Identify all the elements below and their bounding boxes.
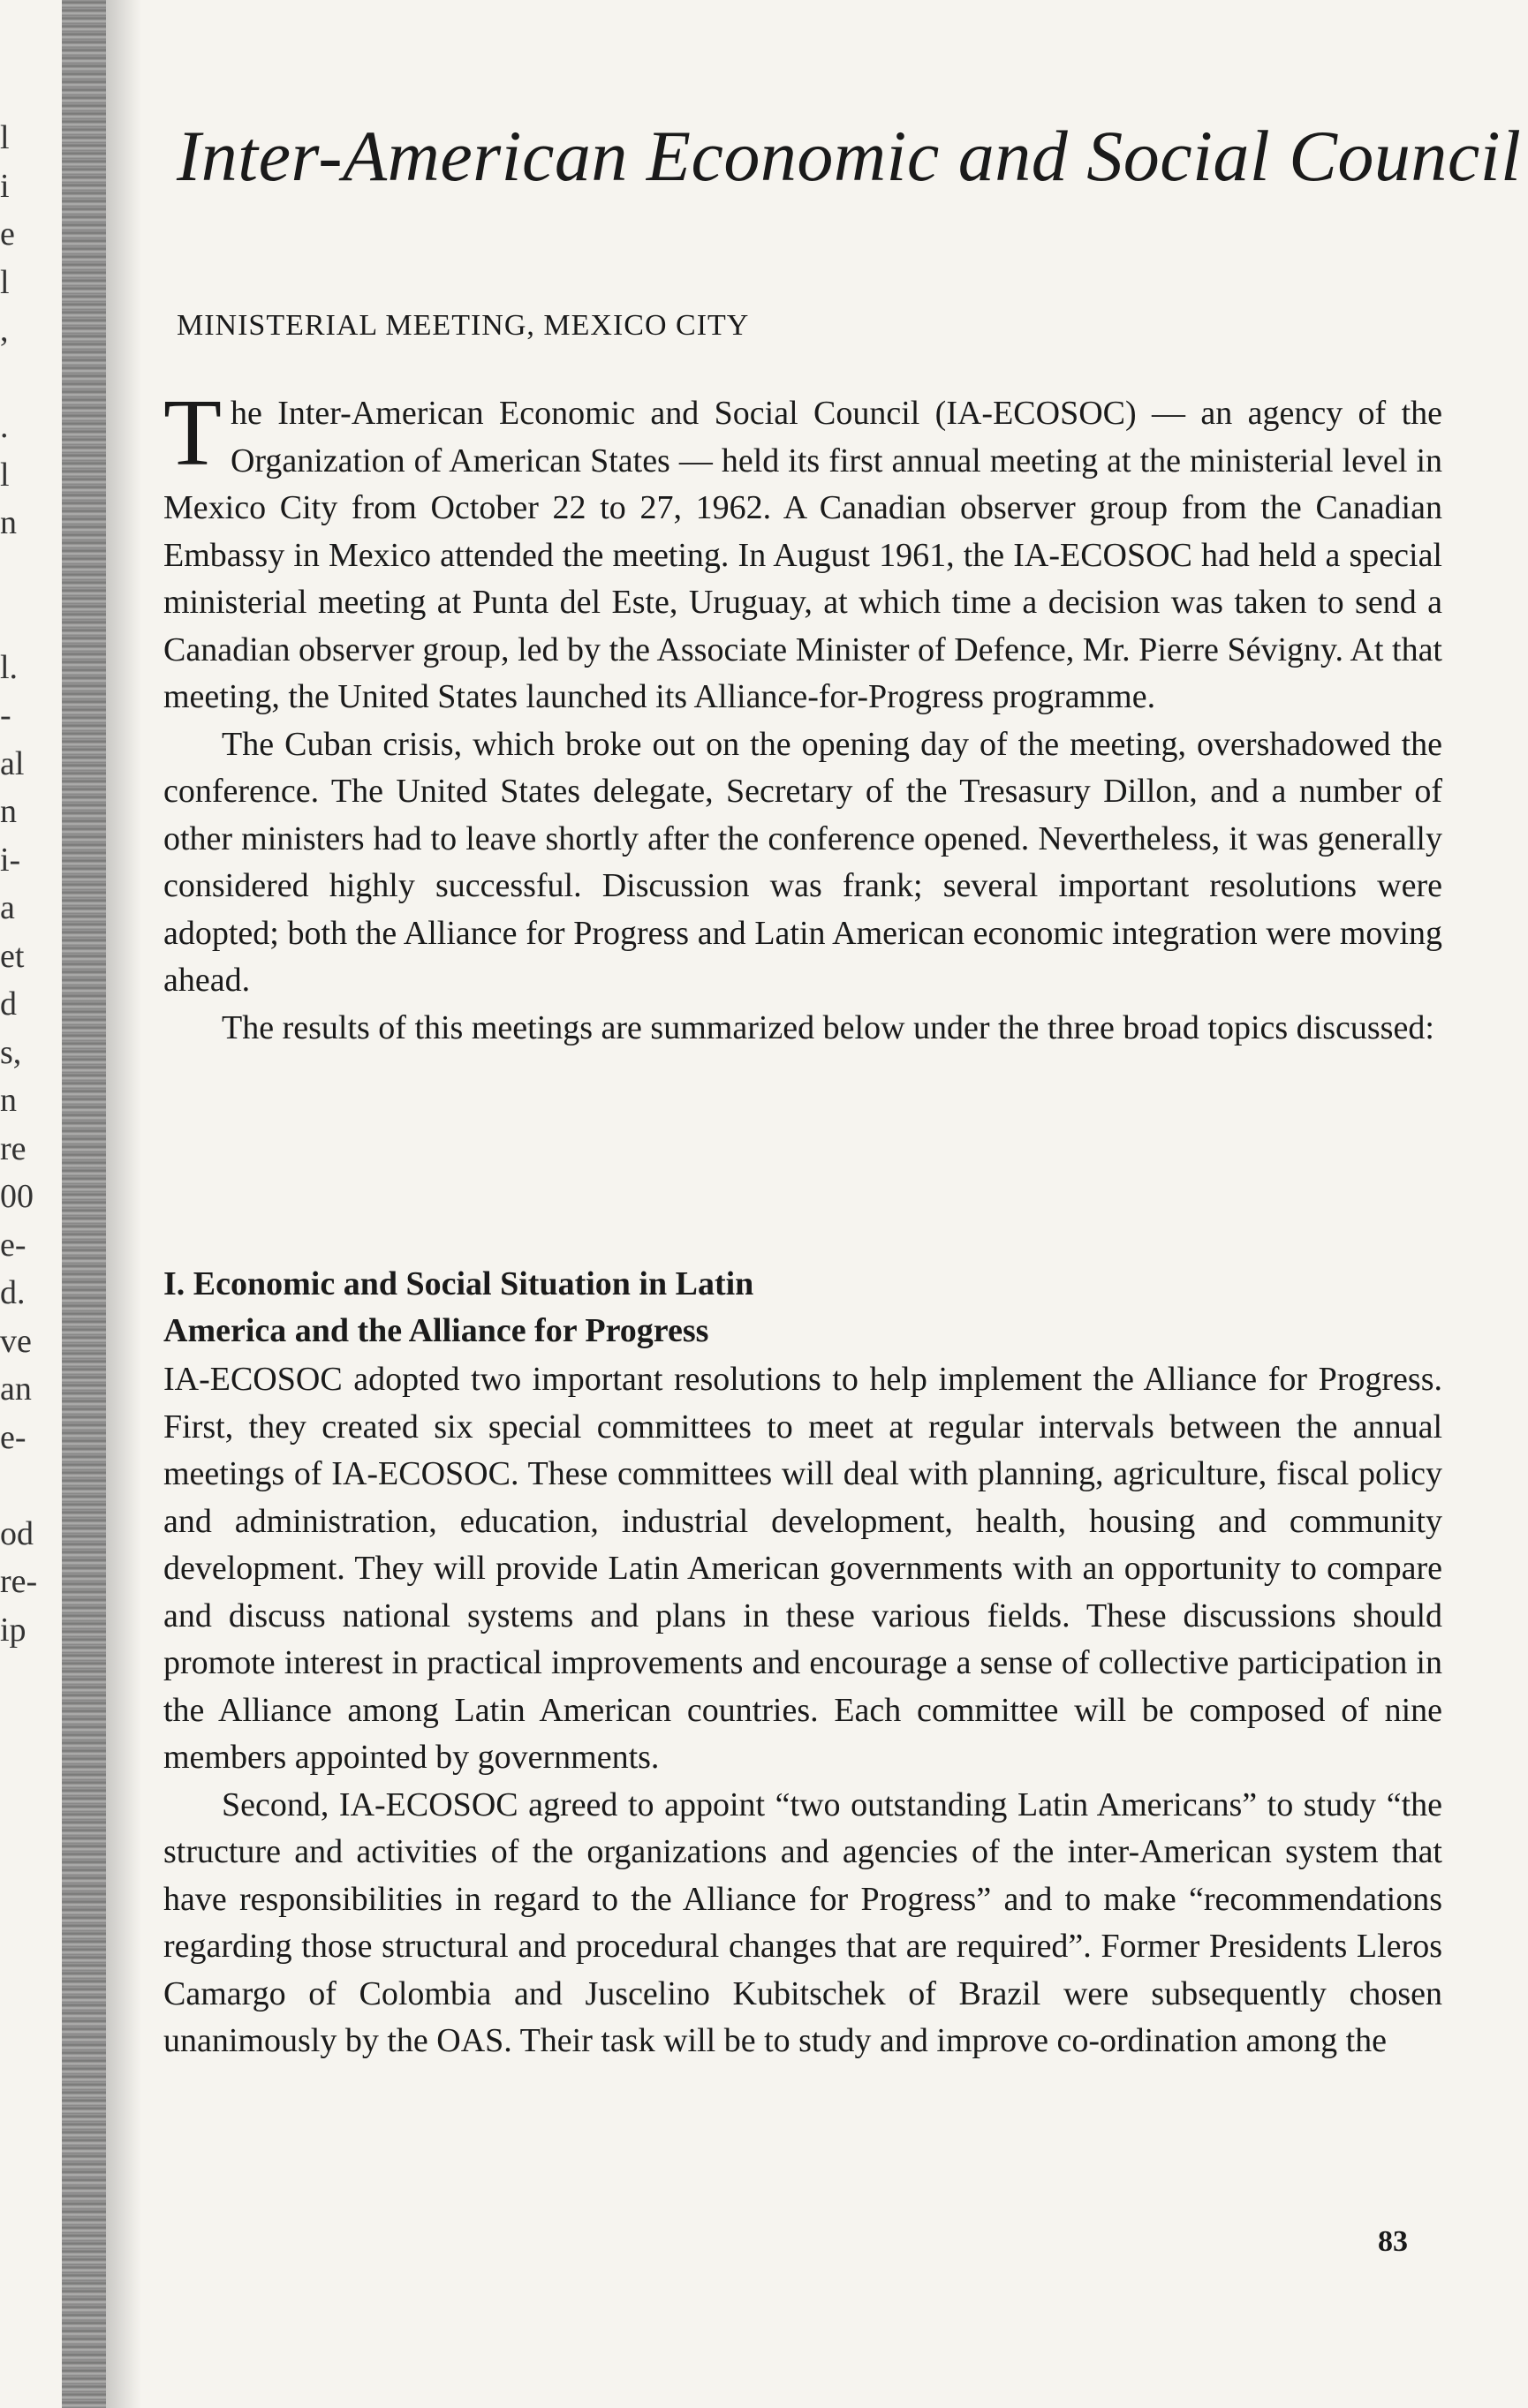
margin-fragment: - [0,697,11,734]
article-subheading: MINISTERIAL MEETING, MEXICO CITY [177,309,750,342]
margin-fragment: d [0,985,17,1023]
margin-fragment: s, [0,1033,22,1071]
margin-fragment: et [0,937,25,975]
margin-fragment: a [0,889,15,926]
margin-fragment: i- [0,841,21,879]
margin-fragment: an [0,1370,32,1408]
drop-cap: T [163,381,222,486]
margin-fragment: e [0,215,15,253]
page-number: 83 [1378,2225,1408,2258]
binding-shadow [106,0,141,2408]
margin-fragment: l [0,456,10,494]
margin-fragment: n [0,1082,17,1119]
margin-fragment: ve [0,1322,32,1360]
margin-fragment: , [0,312,9,349]
margin-fragment: re- [0,1563,38,1600]
margin-fragment [0,596,55,645]
article-title: Inter-American Economic and Social Council [177,116,1522,196]
section-1-body [163,1356,1442,2065]
margin-fragment: od [0,1514,34,1552]
intro-paragraph-2: The Cuban crisis, which broke out on the opening day of the meeting, overshadowed the conference. The United States delegate, Secretary of the Tresasury Dillon, and a number of other ministers had to leave shortly after the conference opened. Nevertheless, it was generally considered highly successful. Discussion was frank; several important resolutions were adopted; both the Alliance for Progress and Latin American economic integration were moving ahead. [163,725,1442,999]
margin-fragment: l. [0,648,19,686]
margin-fragment: i [0,167,10,205]
margin-fragment: re [0,1129,26,1167]
margin-fragment: n [0,504,17,541]
margin-fragment: l [0,119,10,156]
margin-fragment: e- [0,1418,26,1456]
intro-block [163,381,1442,1052]
section-1-heading-line-1: I. Economic and Social Situation in Latin [163,1265,754,1302]
intro-paragraph-3: The results of this meetings are summarized below under the three broad topics discussed: [222,1008,1434,1046]
margin-fragment: d. [0,1274,26,1311]
section-1-paragraph-1: IA-ECOSOC adopted two important resolutions to help implement the Alliance for Progress. First, they created six special committees to meet at regular intervals between the annual meetings of IA-ECOSOC. These committees will deal with planning, agriculture, fiscal policy and administration, education, industrial development, health, housing and community development. They will provide Latin American governments with an opportunity to compare and discuss national systems and plans in these various fields. These discussions should promote interest in practical improvements and encourage a sense of collective participation in the Alliance among Latin American countries. Each committee will be composed of nine members appointed by governments. [163,1361,1442,1776]
section-1-heading [163,1261,1047,1355]
margin-fragment: . [0,408,9,445]
margin-fragment: al [0,744,25,782]
margin-fragment [0,1462,55,1511]
margin-fragment: e- [0,1226,26,1264]
section-1-paragraph-2: Second, IA-ECOSOC agreed to appoint “two outstanding Latin Americans” to study “the structure and activities of the organizations and agencies of the inter-American system that have responsibilities in regard to the Alliance for Progress” and to make “recommendations regarding those structural and procedural changes that are required”. Former Presidents Lleros Camargo of Colombia and Juscelino Kubitschek of Brazil were subsequently chosen unanimously by the OAS. Their task will be to study and improve co-ordination among the [163,1785,1442,2059]
margin-fragment [0,356,55,404]
previous-page-margin [0,115,55,1655]
margin-fragment: n [0,793,17,830]
intro-paragraph-1: The Inter-American Economic and Social Council (IA-ECOSOC) — an agency of the Organization of American States — held its first annual meeting at the ministerial level in Mexico City from October 22 to 27, 1962. A Canadian observer group from the Canadian Embassy in Mexico attended the meeting. In August 1961, the IA-ECOSOC had held a special ministerial meeting at Punta del Este, Uruguay, at which time a decision was taken to send a Canadian observer group, led by the Associate Minister of Defence, Mr. Pierre Sévigny. At that meeting, the United States launched its Alliance-for-Progress programme. [163,381,1442,715]
section-1-heading-line-2: America and the Alliance for Progress [163,1312,709,1349]
margin-fragment: 00 [0,1178,34,1215]
margin-fragment: l [0,263,10,301]
margin-fragment [0,548,55,597]
margin-fragment: ip [0,1611,26,1649]
binding-gutter [62,0,106,2408]
